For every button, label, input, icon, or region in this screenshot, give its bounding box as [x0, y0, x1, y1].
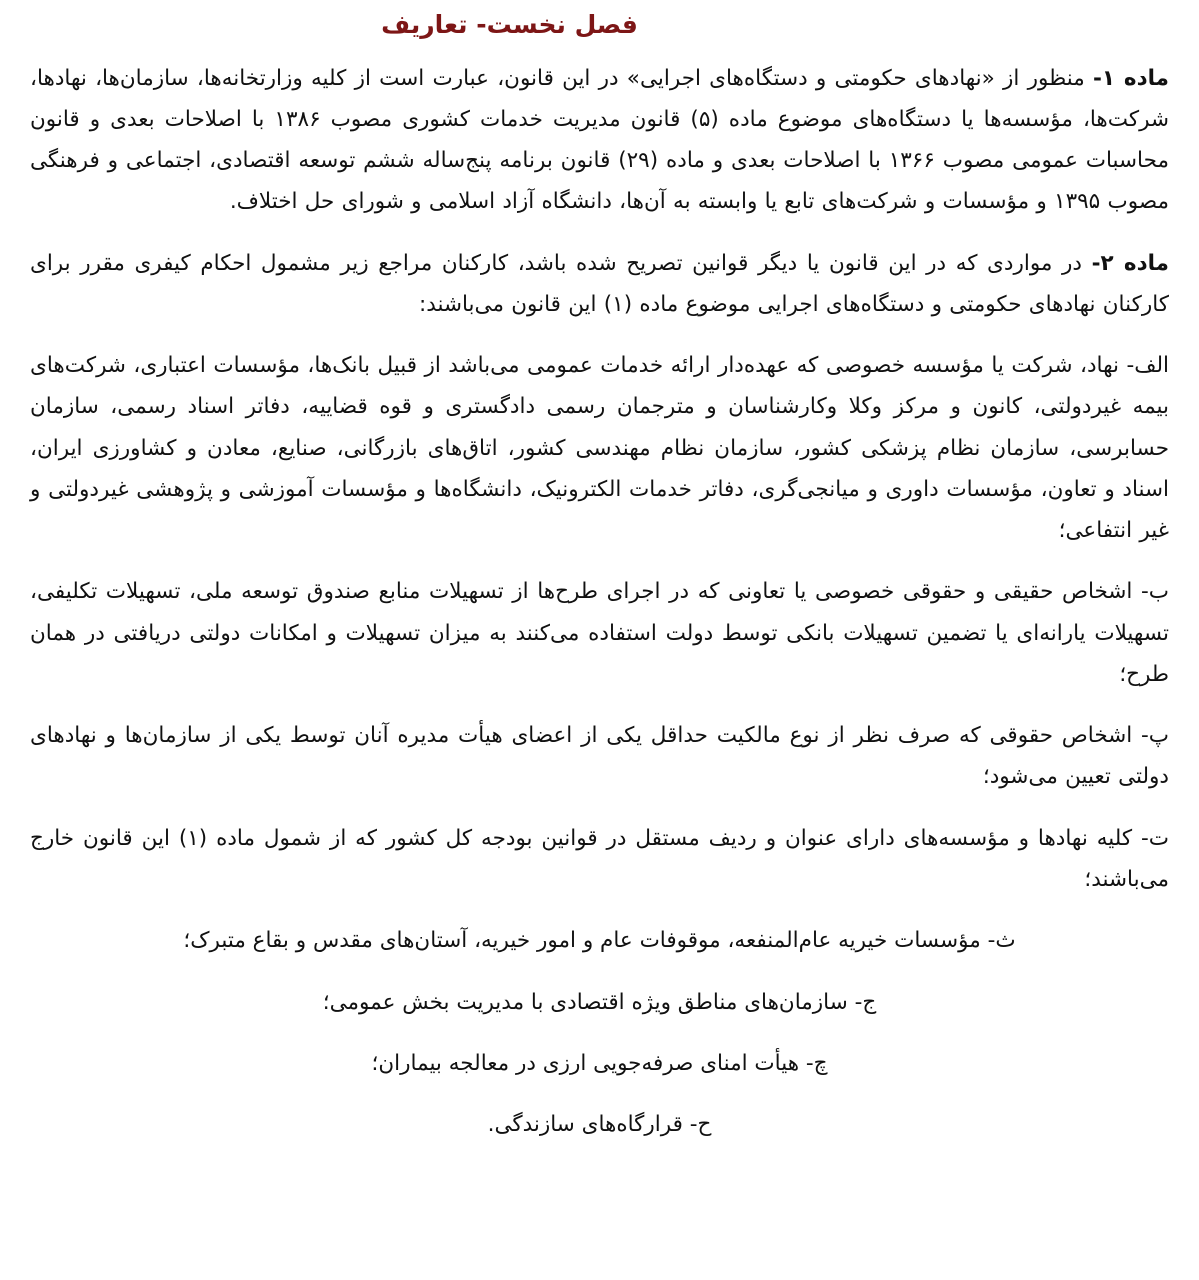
clause-pe: پ- اشخاص حقوقی که صرف نظر از نوع مالکیت حداقل یکی از اعضای هیأت مدیره آنان توسط یکی از سازمان‌ها و نهادهای دولتی تعیین می‌شود؛ — [30, 723, 1169, 790]
article-2-prefix: ماده ۲- — [1091, 250, 1169, 276]
clause-che: چ- هیأت امنای صرفه‌جویی ارزی در معالجه بیماران؛ — [371, 1050, 828, 1076]
article-1-paragraph — [30, 58, 1169, 223]
clause-he: ح- قرارگاه‌های سازندگی. — [487, 1112, 712, 1138]
page-title: فصل نخست- تعاریف — [381, 10, 638, 39]
clause-se: ث- مؤسسات خیریه عام‌المنفعه، موقوفات عام و امور خیریه، آستان‌های مقدس و بقاع متبرک؛ — [183, 928, 1016, 954]
clause-jim: ج- سازمان‌های مناطق ویژه اقتصادی با مدیریت بخش عمومی؛ — [322, 989, 877, 1015]
clause-be: ب- اشخاص حقیقی و حقوقی خصوصی یا تعاونی که در اجرای طرح‌ها از تسهیلات منابع صندوق توسعه ملی، تسهیلات تکلیفی، تسهیلات یارانه‌ای یا تضمین تسهیلات بانکی توسط دولت استفاده می‌کنند به میزان تسهیلات و امکانات دولتی دریافتی در همان طرح؛ — [30, 579, 1169, 687]
article-2-paragraph — [30, 243, 1169, 326]
article-2-text: در مواردی که در این قانون یا دیگر قوانین تصریح شده باشد، کارکنان مراجع زیر مشمول احکام کیفری مقرر برای کارکنان نهادهای حکومتی و دستگاه‌های اجرایی موضوع ماده (۱) این قانون می‌باشند: — [30, 250, 1169, 317]
clause-alef: الف- نهاد، شرکت یا مؤسسه خصوصی که عهده‌دار ارائه خدمات عمومی می‌باشد از قبیل بانک‌ها، مؤسسات اعتباری، شرکت‌های بیمه غیردولتی، کانون و مرکز وکلا وکارشناسان و مترجمان رسمی دادگستری و قوه قضاییه، دفاتر اسناد رسمی، سازمان حسابرسی، سازمان نظام پزشکی کشور، سازمان نظام مهندسی کشور، اتاق‌های بازرگانی، صنایع، معادن و کشاورزی ایران، اسناد و تعاون، مؤسسات داوری و میانجی‌گری، دفاتر خدمات الکترونیک، دانشگاه‌ها و مؤسسات آموزشی و پژوهشی غیردولتی و غیر انتفاعی؛ — [30, 353, 1169, 544]
article-1-text: منظور از «نهادهای حکومتی و دستگاه‌های اجرایی» در این قانون، عبارت است از کلیه وزارتخانه‌ها، سازمان‌ها، نهادها، شرکت‌ها، مؤسسه‌ها یا دستگاه‌های موضوع ماده (۵) قانون مدیریت خدمات کشوری مصوب ۱۳۸۶ با اصلاحات بعدی و قانون محاسبات عمومی مصوب ۱۳۶۶ با اصلاحات بعدی و ماده (۲۹) قانون برنامه پنج‌ساله ششم توسعه اقتصادی، اجتماعی و فرهنگی مصوب ۱۳۹۵ و مؤسسات و شرکت‌های تابع یا وابسته به آن‌ها، دانشگاه آزاد اسلامی و شورای حل اختلاف. — [30, 65, 1170, 215]
clause-te: ت- کلیه نهادها و مؤسسه‌های دارای عنوان و ردیف مستقل در قوانین بودجه کل کشور که از شمول ماده (۱) این قانون خارج می‌باشند؛ — [30, 825, 1169, 893]
article-1-prefix: ماده ۱- — [1092, 65, 1169, 91]
